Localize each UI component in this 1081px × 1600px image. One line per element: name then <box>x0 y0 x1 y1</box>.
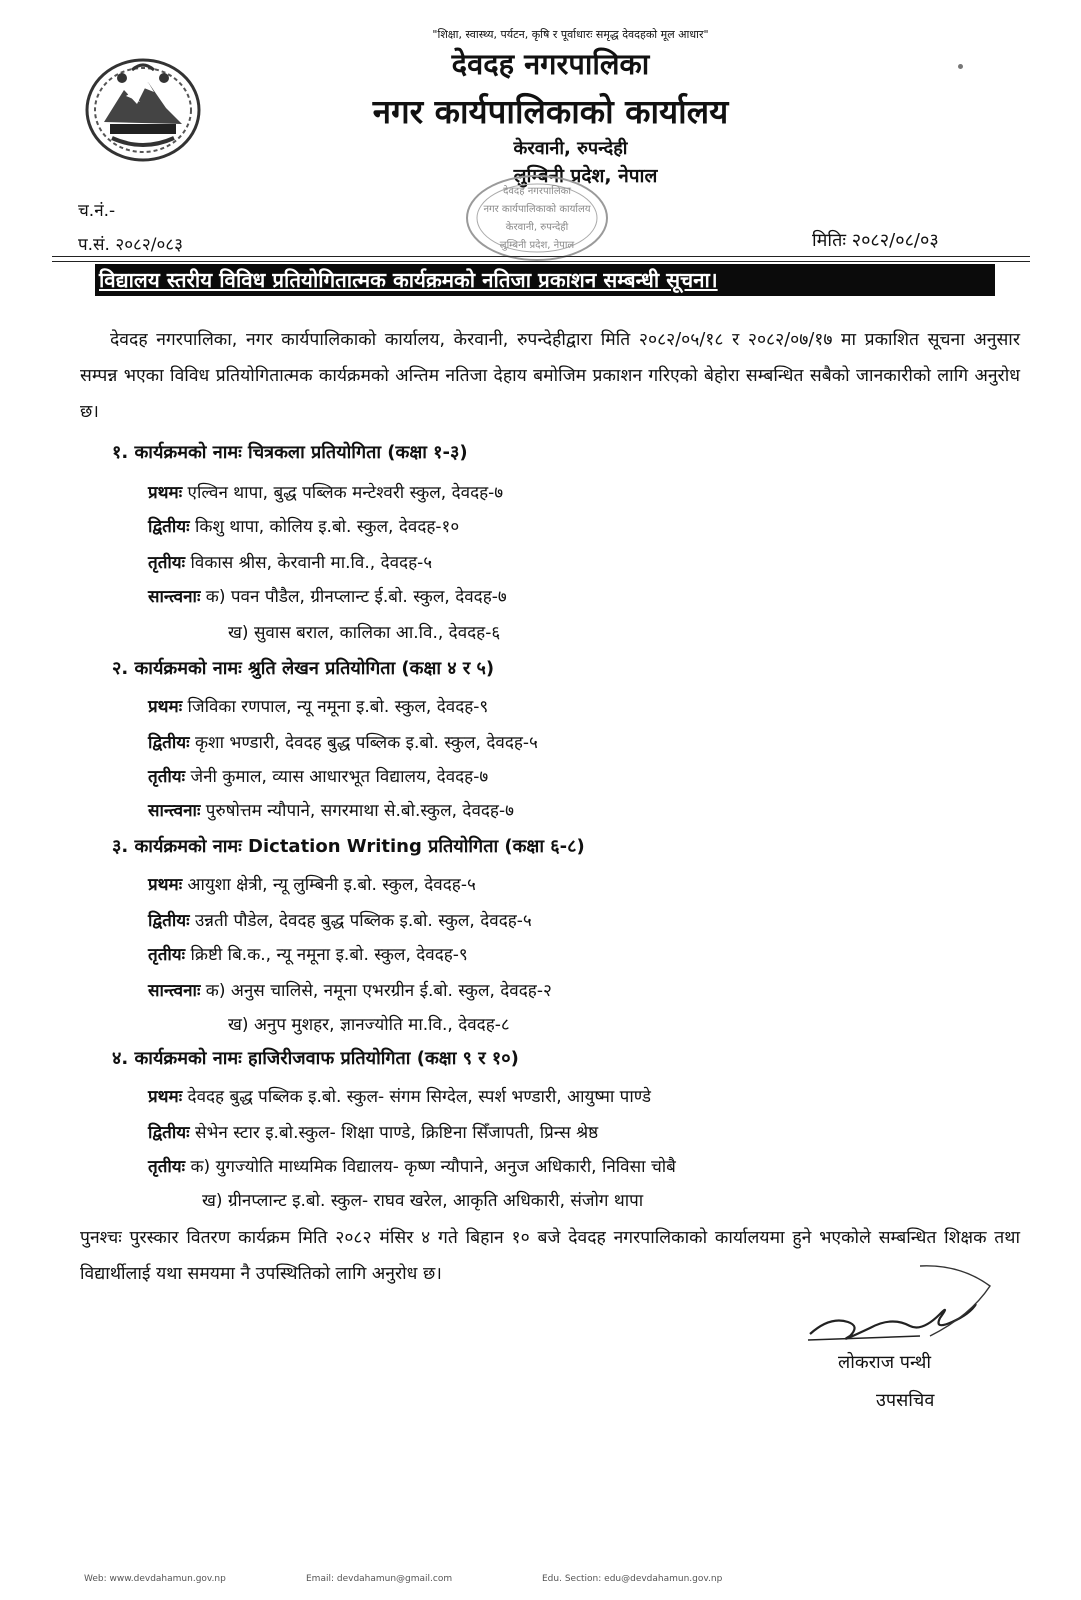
header-divider-thin <box>52 261 1030 262</box>
rank-label: तृतीयः <box>148 1157 186 1177</box>
reference-number: च.नं.- <box>78 201 116 221</box>
rank-label: सान्त्वनाः <box>148 801 201 821</box>
rank-label: तृतीयः <box>148 553 186 573</box>
fiscal-year: प.सं. २०८२/०८३ <box>78 235 183 255</box>
rank-label: प्रथमः <box>148 697 183 717</box>
org-name: देवदह नगरपालिका <box>451 47 650 81</box>
rank-label: तृतीयः <box>148 767 186 787</box>
result-row <box>148 872 476 895</box>
result-row <box>148 480 503 503</box>
program-heading: २. कार्यक्रमको नामः श्रुति लेखन प्रतियोगिता (कक्षा ४ र ५) <box>112 658 495 679</box>
signature-icon <box>800 1256 1000 1348</box>
stamp-line-1: देवदह नगरपालिका <box>503 186 571 197</box>
result-row <box>148 978 552 1001</box>
program-heading: ३. कार्यक्रमको नामः Dictation Writing प्रतियोगिता (कक्षा ६-८) <box>112 836 585 857</box>
office-stamp-icon <box>462 172 612 264</box>
program-heading: ४. कार्यक्रमको नामः हाजिरीजवाफ प्रतियोगिता (कक्षा ९ र १०) <box>112 1048 519 1069</box>
signatory-title: उपसचिव <box>876 1390 935 1411</box>
intro-paragraph: देवदह नगरपालिका, नगर कार्यपालिकाको कार्यालय, केरवानी, रुपन्देहीद्वारा मिति २०८२/०५/१८ र २०८२/०७/१७ मा प्रकाशित सूचना अनुसार सम्पन्न भएका विविध प्रतियोगितात्मक कार्यक्रमको अन्तिम नतिजा देहाय बमोजिम प्रकाशन गरिएको बेहोरा सम्बन्धित सबैको जानकारीको लागि अनुरोध छ। <box>80 330 1020 422</box>
address-line-1: केरवानी, रुपन्देही <box>513 138 628 159</box>
winner-text: क) पवन पौडैल, ग्रीनप्लान्ट ई.बो. स्कुल, देवदह-७ <box>205 587 507 607</box>
issue-date: मितिः २०८२/०८/०३ <box>812 230 939 251</box>
result-row <box>228 620 500 643</box>
winner-text: पुरुषोत्तम न्यौपाने, सगरमाथा से.बो.स्कुल, देवदह-७ <box>205 801 514 821</box>
rank-label: प्रथमः <box>148 1087 183 1107</box>
rank-label: द्वितीयः <box>148 517 190 537</box>
rank-label: प्रथमः <box>148 875 183 895</box>
result-row <box>228 1012 510 1035</box>
winner-text: देवदह बुद्ध पब्लिक इ.बो. स्कुल- संगम सिग्देल, स्पर्श भण्डारी, आयुष्मा पाण्डे <box>187 1087 651 1107</box>
stamp-line-2: नगर कार्यपालिकाको कार्यालय <box>483 204 591 215</box>
footer-edu-section: Edu. Section: edu@devdahamun.gov.np <box>542 1574 723 1584</box>
result-row <box>148 798 514 821</box>
rank-label: द्वितीयः <box>148 911 190 931</box>
winner-text: ख) सुवास बराल, कालिका आ.वि., देवदह-६ <box>228 623 501 643</box>
winner-text: आयुशा क्षेत्री, न्यू लुम्बिनी इ.बो. स्कुल, देवदह-५ <box>187 875 476 895</box>
signatory-name: लोकराज पन्थी <box>838 1352 931 1373</box>
rank-label: तृतीयः <box>148 945 186 965</box>
notice-subject: विद्यालय स्तरीय विविध प्रतियोगितात्मक कार्यक्रमको नतिजा प्रकाशन सम्बन्धी सूचना। <box>95 264 995 296</box>
motto: "शिक्षा, स्वास्थ्य, पर्यटन, कृषि र पूर्वाधारः समृद्ध देवदहको मूल आधार" <box>432 28 709 41</box>
office-name: नगर कार्यपालिकाको कार्यालय <box>372 92 729 131</box>
winner-text: ख) ग्रीनप्लान्ट इ.बो. स्कुल- राघव खरेल, आकृति अधिकारी, संजोग थापा <box>202 1191 644 1211</box>
stamp-line-3: केरवानी, रुपन्देही <box>505 222 569 233</box>
postscript-paragraph: पुनश्चः पुरस्कार वितरण कार्यक्रम मिति २०८२ मंसिर ४ गते बिहान १० बजे देवदह नगरपालिकाको कार्यालयमा हुने भएकोले सम्बन्धित शिक्षक तथा विद्यार्थीलाई यथा समयमा नै उपस्थितिको लागि अनुरोध छ। <box>80 1228 1020 1284</box>
winner-text: कृशा भण्डारी, देवदह बुद्ध पब्लिक इ.बो. स्कुल, देवदह-५ <box>194 733 538 753</box>
rank-label: प्रथमः <box>148 483 183 503</box>
winner-text: विकास श्रीस, केरवानी मा.वि., देवदह-५ <box>190 553 433 573</box>
result-row <box>148 694 488 717</box>
rank-label: द्वितीयः <box>148 733 190 753</box>
address-line-2: लुम्बिनी प्रदेश, नेपाल <box>513 165 658 187</box>
result-row <box>148 514 459 537</box>
program-heading: १. कार्यक्रमको नामः चित्रकला प्रतियोगिता (कक्षा १-३) <box>112 442 468 463</box>
winner-text: जेनी कुमाल, व्यास आधारभूत विद्यालय, देवदह-७ <box>190 767 489 787</box>
winner-text: जिविका रणपाल, न्यू नमूना इ.बो. स्कुल, देवदह-९ <box>187 697 489 717</box>
result-row <box>148 1120 598 1143</box>
winner-text: उन्नती पौडेल, देवदह बुद्ध पब्लिक इ.बो. स्कुल, देवदह-५ <box>194 911 532 931</box>
result-row <box>148 764 488 787</box>
winner-text: ख) अनुप मुशहर, ज्ञानज्योति मा.वि., देवदह-८ <box>228 1015 510 1035</box>
result-row <box>148 1154 676 1177</box>
result-row <box>148 550 432 573</box>
result-row <box>202 1188 643 1211</box>
winner-text: क) अनुस चालिसे, नमूना एभरग्रीन ई.बो. स्कुल, देवदह-२ <box>205 981 552 1001</box>
winner-text: क) युगज्योति माध्यमिक विद्यालय- कृष्ण न्यौपाने, अनुज अधिकारी, निविसा चोबै <box>190 1157 676 1177</box>
result-row <box>148 730 538 753</box>
footer-email: Email: devdahamun@gmail.com <box>306 1574 453 1584</box>
footer-web: Web: www.devdahamun.gov.np <box>84 1574 226 1584</box>
result-row <box>148 908 532 931</box>
scan-speck <box>958 64 963 69</box>
winner-text: एल्विन थापा, बुद्ध पब्लिक मन्टेश्वरी स्कुल, देवदह-७ <box>187 483 504 503</box>
stamp-line-4: लुम्बिनी प्रदेश, नेपाल <box>499 240 575 251</box>
winner-text: किशु थापा, कोलिय इ.बो. स्कुल, देवदह-१० <box>194 517 460 537</box>
result-row <box>148 942 468 965</box>
result-row <box>148 584 507 607</box>
winner-text: क्रिष्टी बि.क., न्यू नमूना इ.बो. स्कुल, देवदह-९ <box>190 945 468 965</box>
rank-label: सान्त्वनाः <box>148 587 201 607</box>
result-row <box>148 1084 651 1107</box>
winner-text: सेभेन स्टार इ.बो.स्कुल- शिक्षा पाण्डे, क्रिष्टिना सिँजापती, प्रिन्स श्रेष्ठ <box>194 1123 599 1143</box>
rank-label: सान्त्वनाः <box>148 981 201 1001</box>
rank-label: द्वितीयः <box>148 1123 190 1143</box>
header-divider <box>52 256 1030 257</box>
